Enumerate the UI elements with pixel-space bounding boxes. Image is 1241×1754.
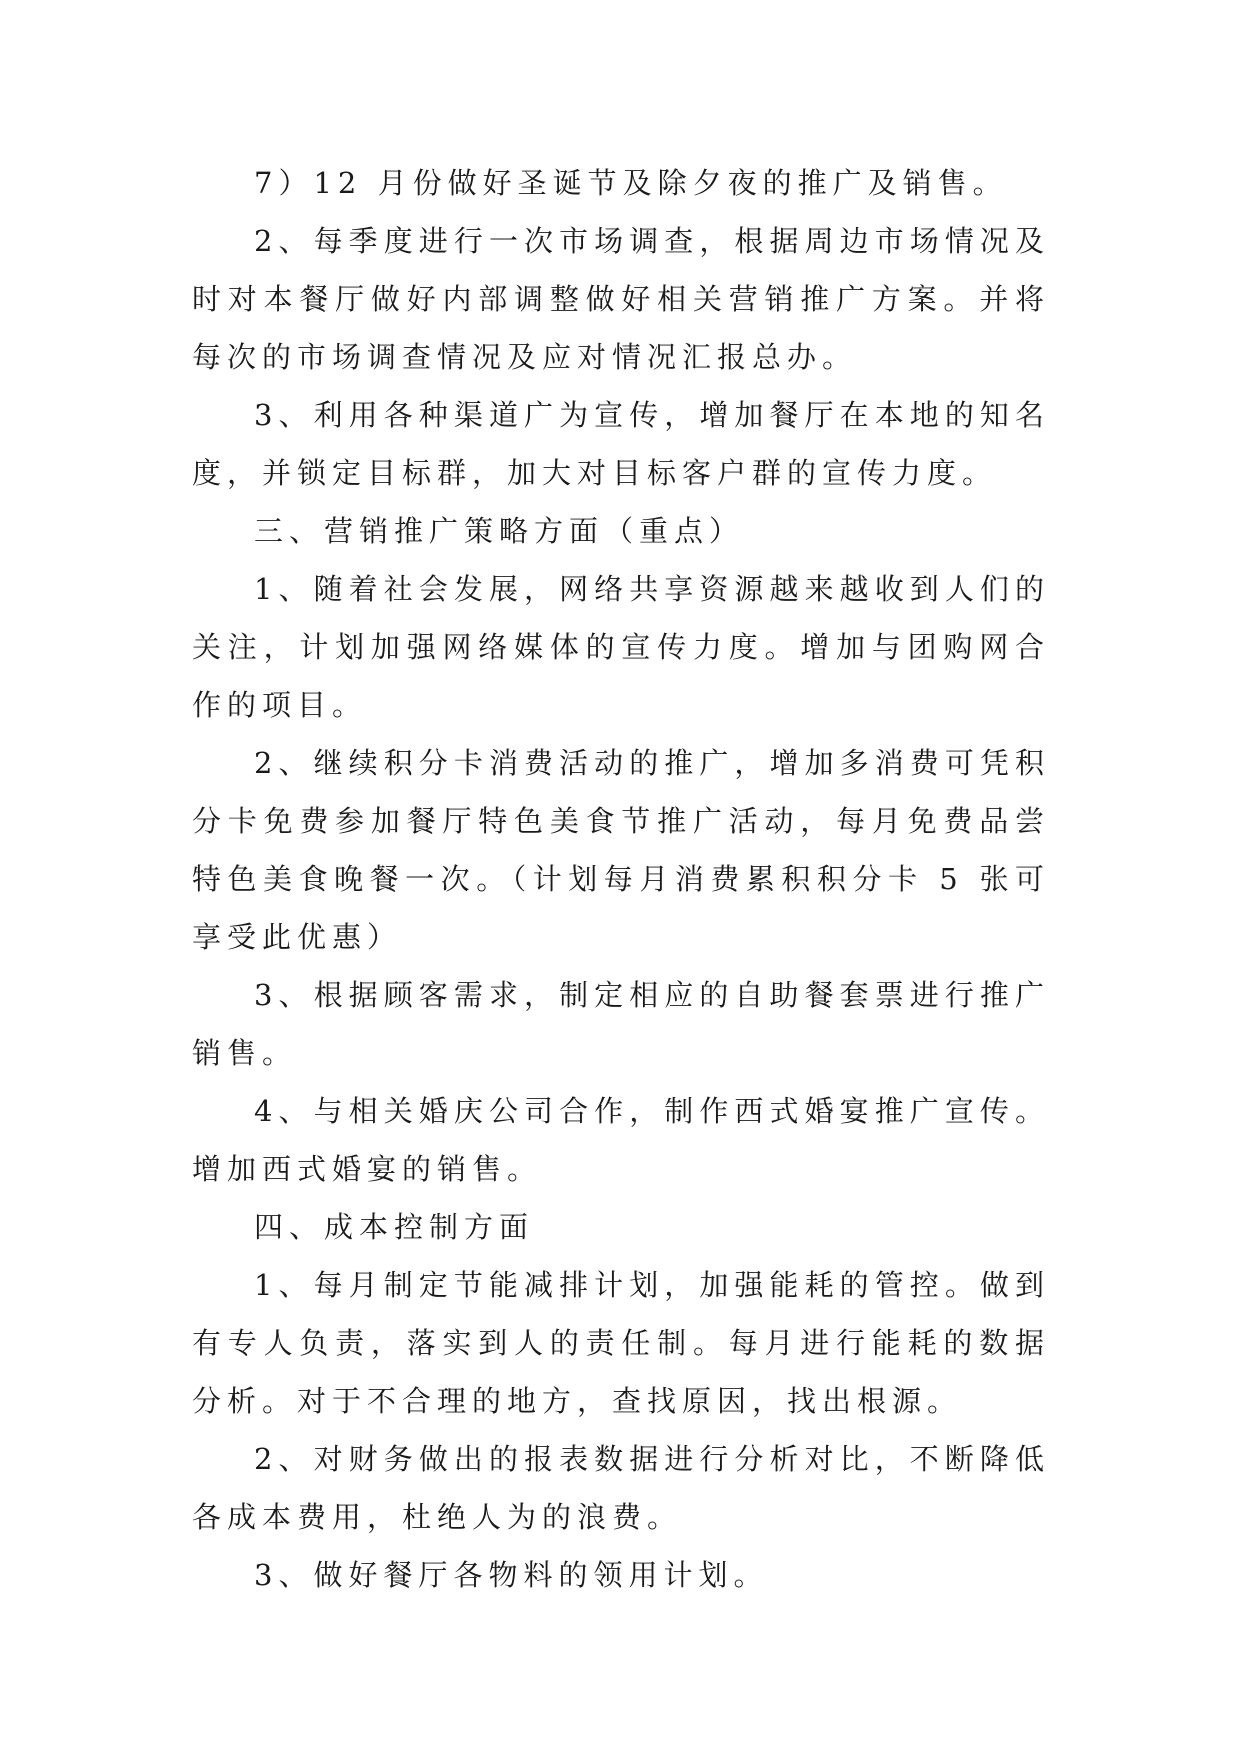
paragraph: 3、做好餐厅各物料的领用计划。 [254,1558,769,1592]
paragraph: 1、随着社会发展，网络共享资源越来越收到人们的关注，计划加强网络媒体的宣传力度。增加与团购网合作的项目。 [192,572,1050,722]
paragraph: 4、与相关婚庆公司合作，制作西式婚宴推广宣传。增加西式婚宴的销售。 [192,1094,1050,1186]
paragraph: 7）12 月份做好圣诞节及除夕夜的推广及销售。 [254,166,1008,200]
paragraph: 3、根据顾客需求，制定相应的自助餐套票进行推广销售。 [192,978,1050,1070]
paragraph: 1、每月制定节能减排计划，加强能耗的管控。做到有专人负责，落实到人的责任制。每月进行能耗的数据分析。对于不合理的地方，查找原因，找出根源。 [192,1268,1050,1418]
paragraph: 2、对财务做出的报表数据进行分析对比，不断降低各成本费用，杜绝人为的浪费。 [192,1442,1050,1534]
section-heading: 四、成本控制方面 [254,1210,535,1244]
paragraph: 2、继续积分卡消费活动的推广，增加多消费可凭积分卡免费参加餐厅特色美食节推广活动，每月免费品尝特色美食晚餐一次。（计划每月消费累积积分卡 5 张可享受此优惠） [192,746,1050,954]
document-body [192,154,1050,1604]
paragraph: 3、利用各种渠道广为宣传，增加餐厅在本地的知名度，并锁定目标群，加大对目标客户群的宣传力度。 [192,398,1050,490]
section-heading: 三、营销推广策略方面（重点） [254,514,745,548]
paragraph: 2、每季度进行一次市场调查，根据周边市场情况及时对本餐厅做好内部调整做好相关营销推广方案。并将每次的市场调查情况及应对情况汇报总办。 [192,224,1050,374]
